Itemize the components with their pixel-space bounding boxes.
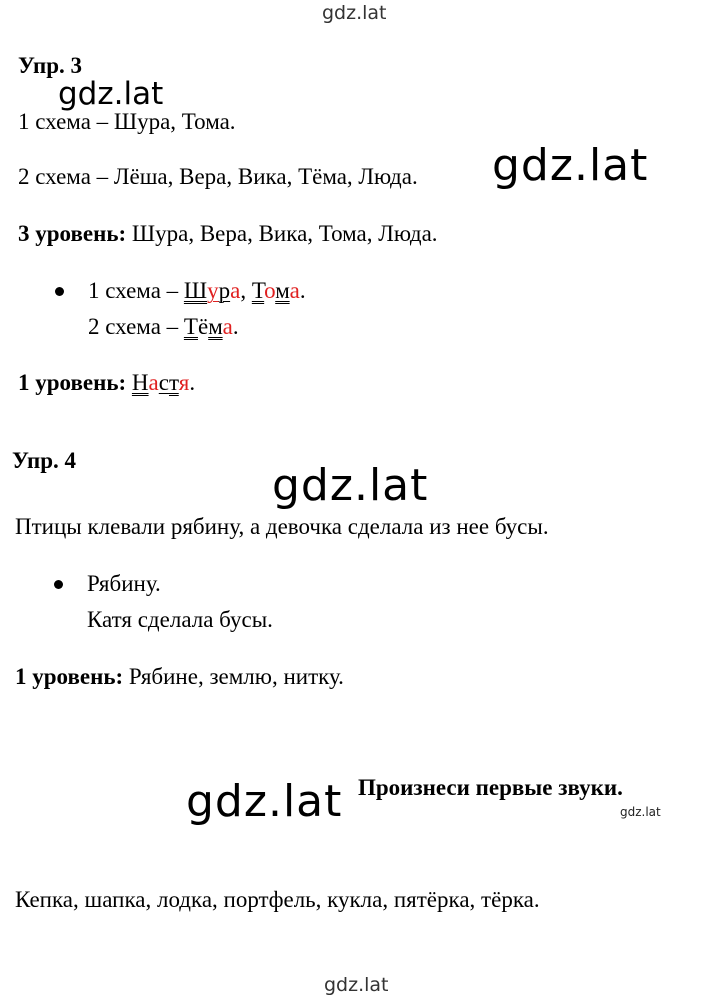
ex3-letter: т bbox=[168, 370, 179, 395]
ex3-letter: м bbox=[208, 314, 223, 339]
ex3-letter: а bbox=[148, 370, 159, 395]
ex3-heading: Упр. 3 bbox=[18, 53, 83, 78]
ex3-letter: Ш bbox=[183, 278, 208, 303]
ex3-bullet-line1 bbox=[88, 277, 306, 305]
ex3-bullet1-prefix: 1 схема – bbox=[88, 278, 184, 303]
ex3-letter: о bbox=[264, 278, 276, 303]
ex3-letter: с bbox=[158, 370, 169, 395]
ex3-letter: Н bbox=[131, 370, 149, 395]
ex3-level3 bbox=[18, 220, 438, 248]
ex3-scheme1: 1 схема – Шура, Тома. bbox=[18, 109, 236, 134]
watermark-scheme2: gdz.lat bbox=[492, 140, 649, 191]
watermark-task-left: gdz.lat bbox=[186, 776, 343, 827]
ex3-separator: , bbox=[240, 278, 252, 303]
ex3-letter: Т bbox=[183, 314, 198, 339]
ex3-bullet-dot bbox=[55, 287, 64, 296]
ex4-bullet-line2: Катя сделала бусы. bbox=[87, 607, 273, 632]
ex3-letter: у bbox=[207, 278, 219, 303]
ex4-level1 bbox=[15, 663, 344, 691]
task-text: Кепка, шапка, лодка, портфель, кукла, пятёрка, тёрка. bbox=[15, 887, 540, 912]
ex4-sentence: Птицы клевали рябину, а девочка сделала из нее бусы. bbox=[15, 514, 549, 539]
ex4-bullet-dot bbox=[54, 580, 63, 589]
watermark-near-heading: gdz.lat bbox=[58, 76, 164, 112]
ex3-letter: а bbox=[289, 278, 300, 303]
ex3-bullet-line2 bbox=[88, 313, 239, 341]
ex3-letter: Т bbox=[251, 278, 265, 303]
watermark-center: gdz.lat bbox=[272, 460, 429, 511]
ex3-letter: я bbox=[178, 370, 190, 395]
ex3-bullet2-prefix: 2 схема – bbox=[88, 314, 184, 339]
ex4-level1-label: 1 уровень: bbox=[15, 664, 124, 689]
ex3-level3-label: 3 уровень: bbox=[18, 221, 127, 246]
ex3-letter: ё bbox=[197, 314, 209, 339]
ex3-period: . bbox=[299, 278, 306, 303]
watermark-task-small: gdz.lat bbox=[620, 805, 661, 819]
ex3-scheme2: 2 схема – Лёша, Вера, Вика, Тёма, Люда. bbox=[18, 164, 418, 189]
watermark-bottom: gdz.lat bbox=[324, 974, 389, 996]
ex3-letter: а bbox=[222, 314, 233, 339]
ex4-level1-text: Рябине, землю, нитку. bbox=[123, 664, 344, 689]
ex3-level1 bbox=[18, 369, 195, 397]
ex3-level3-text: Шура, Вера, Вика, Тома, Люда. bbox=[126, 221, 438, 246]
ex3-period: . bbox=[189, 370, 196, 395]
ex3-level1-label: 1 уровень: bbox=[18, 370, 127, 395]
task-title: Произнеси первые звуки. bbox=[358, 775, 623, 800]
ex4-heading: Упр. 4 bbox=[12, 448, 77, 473]
watermark-top: gdz.lat bbox=[322, 2, 387, 24]
ex3-letter: м bbox=[275, 278, 290, 303]
ex3-period: . bbox=[232, 314, 239, 339]
ex3-letter: р bbox=[218, 278, 231, 303]
ex4-bullet-line1: Рябину. bbox=[87, 571, 161, 596]
ex3-letter: а bbox=[230, 278, 241, 303]
